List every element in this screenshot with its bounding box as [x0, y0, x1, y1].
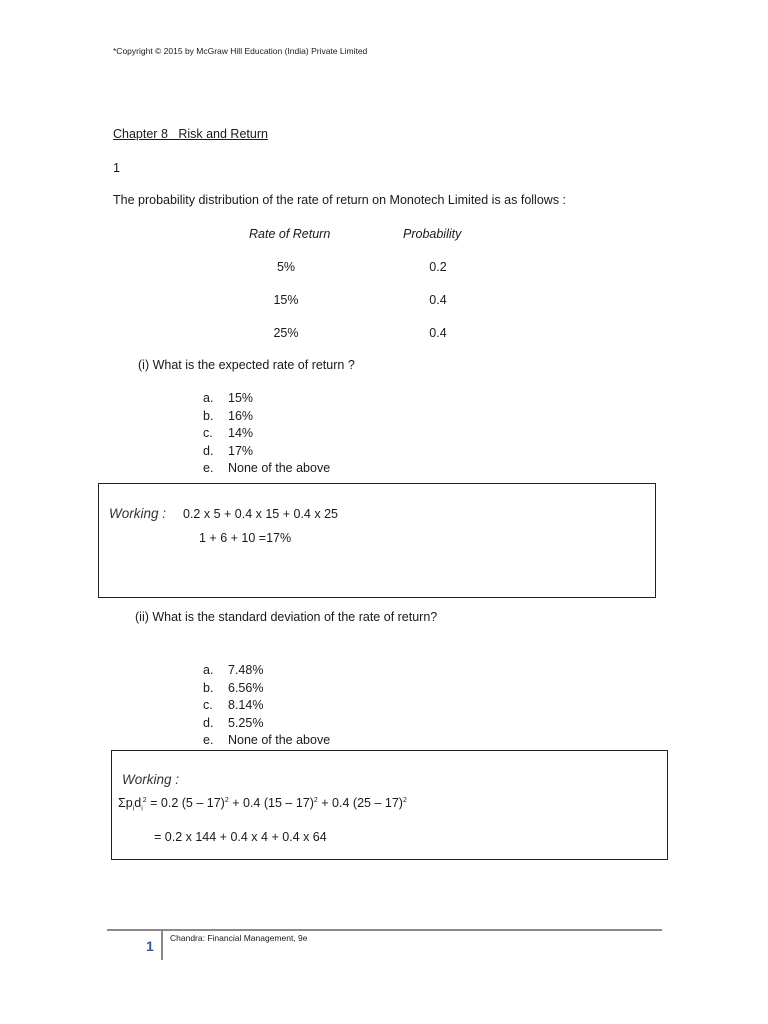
formula-d: d — [134, 796, 142, 810]
option-letter: b. — [203, 408, 214, 423]
option-text: None of the above — [228, 461, 331, 475]
option-c — [203, 697, 330, 715]
footer-rule — [107, 929, 662, 931]
table-cell: 25% — [273, 326, 299, 340]
footer-book-title: Chandra: Financial Management, 9e — [170, 933, 308, 943]
option-b — [203, 408, 330, 426]
working-result: = 0.2 x 144 + 0.4 x 4 + 0.4 x 64 — [154, 830, 327, 844]
table-header-rate: Rate of Return — [249, 227, 331, 241]
option-c — [203, 425, 330, 443]
option-text: 6.56% — [228, 680, 264, 695]
option-text: 5.25% — [228, 715, 264, 730]
option-text: 16% — [228, 408, 254, 423]
option-d — [203, 715, 330, 733]
page-number: 1 — [146, 938, 154, 954]
table-cell: 0.4 — [429, 293, 447, 307]
working-label: Working : — [109, 506, 167, 521]
option-text: 14% — [228, 426, 254, 440]
working-line: 0.2 x 5 + 0.4 x 15 + 0.4 x 25 — [183, 507, 338, 521]
table-cell: 15% — [273, 293, 299, 307]
variance-formula — [118, 796, 407, 813]
table-cell: 0.2 — [429, 260, 447, 274]
formula-term-1: = 0.2 (5 – 17) — [146, 796, 225, 810]
question-intro: The probability distribution of the rate of return on Monotech Limited is as follows : — [113, 193, 567, 207]
formula-subscript: i — [132, 805, 135, 813]
formula-exponent: 2 — [313, 796, 318, 804]
part2-question: (ii) What is the standard deviation of the rate of return? — [135, 610, 438, 624]
option-text: 8.14% — [228, 698, 264, 712]
option-letter: d. — [203, 715, 214, 730]
working-box-2 — [111, 750, 668, 860]
option-letter: a. — [203, 391, 214, 405]
option-text: 17% — [228, 443, 254, 458]
table-cell: 0.4 — [429, 326, 447, 340]
option-letter: c. — [203, 426, 213, 440]
option-b — [203, 680, 330, 698]
option-d — [203, 443, 330, 461]
option-letter: d. — [203, 443, 214, 458]
option-a — [203, 662, 330, 680]
formula-term-3: + 0.4 (25 – 17) — [317, 796, 403, 810]
copyright-notice: *Copyright © 2015 by McGraw Hill Education (India) Private Limited — [113, 46, 368, 56]
formula-exponent: 2 — [224, 796, 229, 804]
option-letter: b. — [203, 680, 214, 695]
table-cell: 5% — [276, 260, 296, 274]
working-box-1 — [98, 483, 656, 598]
part2-options — [203, 662, 330, 750]
question-number: 1 — [113, 161, 120, 175]
formula-sigma-p: Σp — [118, 796, 133, 810]
option-letter: a. — [203, 663, 214, 677]
formula-exponent: 2 — [142, 796, 147, 804]
working-result: 1 + 6 + 10 =17% — [199, 531, 292, 545]
option-text: None of the above — [228, 733, 331, 747]
option-a — [203, 390, 330, 408]
formula-term-2: + 0.4 (15 – 17) — [228, 796, 314, 810]
option-letter: c. — [203, 698, 213, 712]
formula-subscript: i — [141, 805, 143, 813]
option-text: 15% — [228, 391, 254, 405]
chapter-title: Chapter 8 Risk and Return — [113, 127, 268, 141]
option-text: 7.48% — [228, 663, 264, 677]
part1-question: (i) What is the expected rate of return ? — [138, 358, 355, 372]
formula-exponent: 2 — [402, 796, 407, 804]
table-header-probability: Probability — [403, 227, 462, 241]
footer-divider — [161, 929, 163, 960]
option-e — [203, 732, 330, 750]
part1-options — [203, 390, 330, 478]
option-letter: e. — [203, 461, 214, 475]
option-letter: e. — [203, 733, 214, 747]
working-label: Working : — [122, 772, 180, 787]
option-e — [203, 460, 330, 478]
